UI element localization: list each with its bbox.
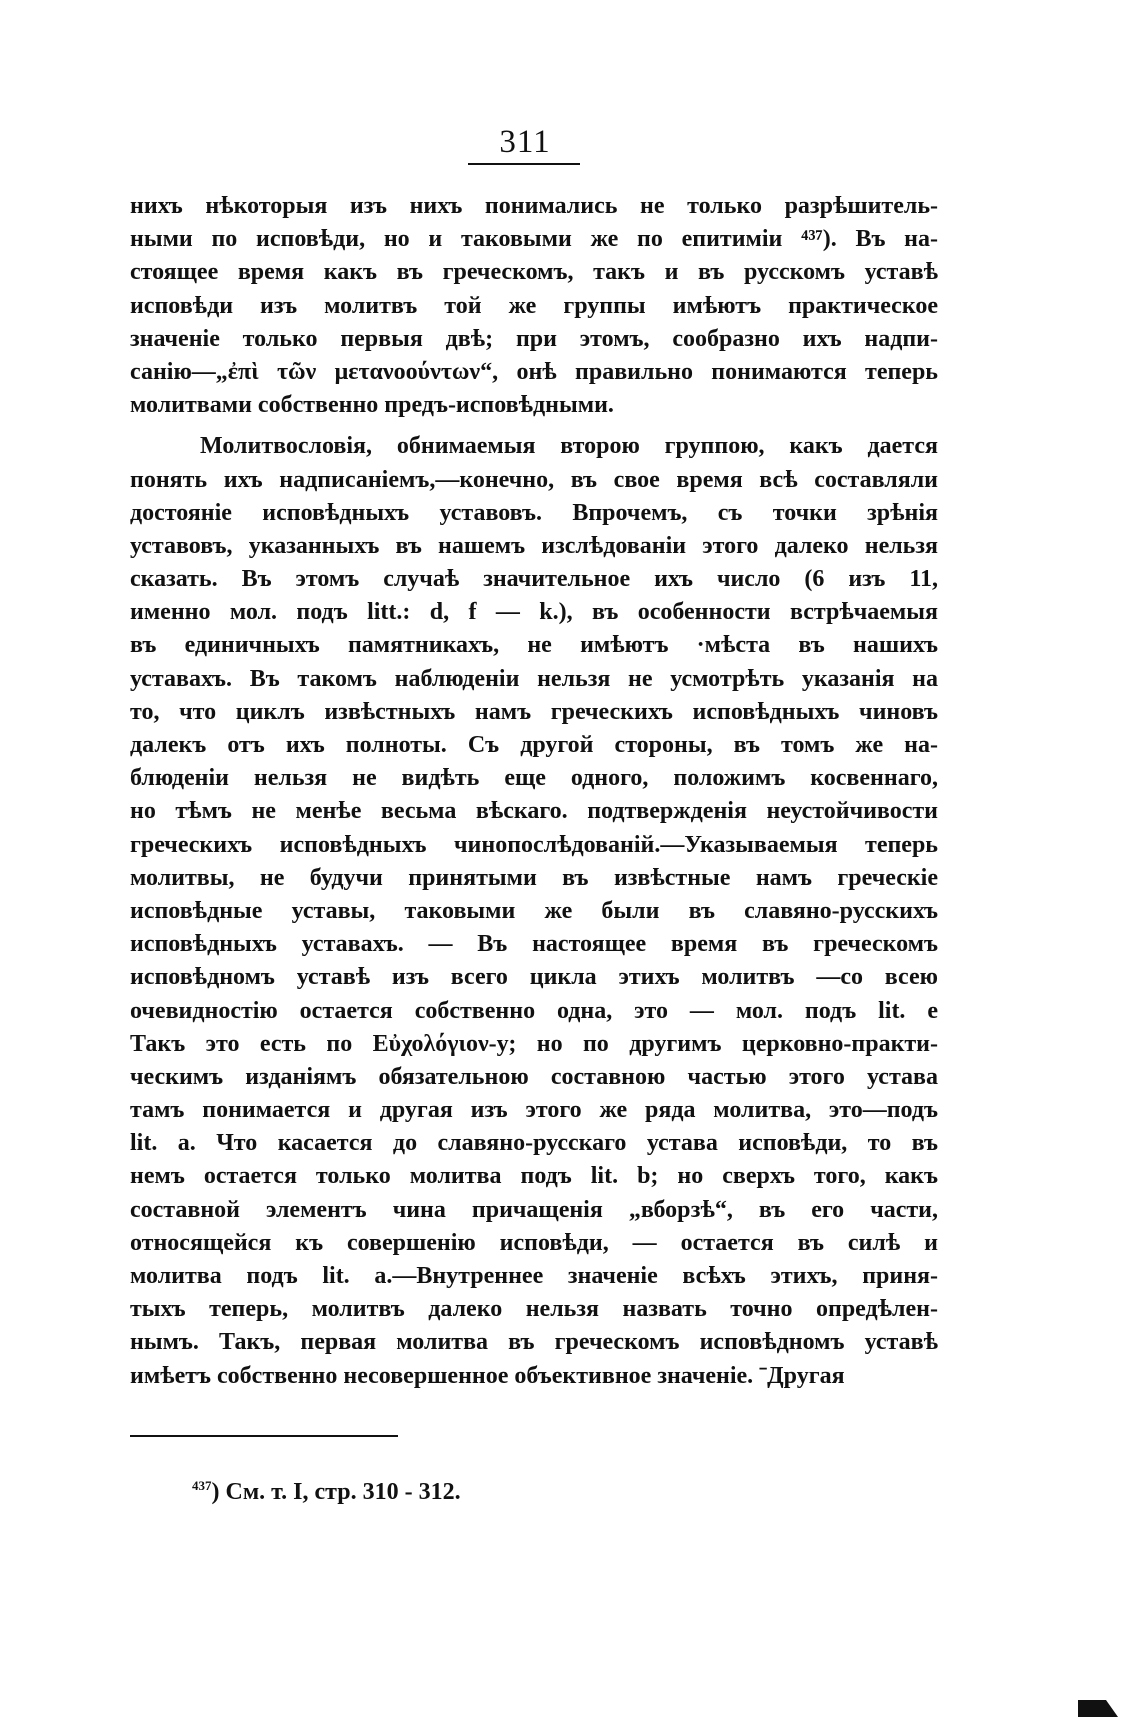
text-line: санію—„ἐπὶ τῶν μετανοούντων“, онѣ правильно понимаются теперь (130, 358, 938, 385)
text-line: исповѣдныхъ уставахъ. — Въ настоящее время въ греческомъ (130, 931, 938, 958)
text-line: уставовъ, указанныхъ въ нашемъ изслѣдованіи этого далеко нельзя (130, 532, 938, 559)
footnote-text: ) См. т. I, стр. 310 - 312. (211, 1479, 461, 1505)
footnote (192, 1471, 461, 1507)
text-line: исповѣди изъ молитвъ той же группы имѣютъ практическое (130, 292, 938, 319)
text-line: далекъ отъ ихъ полноты. Съ другой стороны, въ томъ же на- (130, 732, 938, 758)
text-line: исповѣдные уставы, таковыми же были въ славяно-русскихъ (130, 897, 938, 924)
page-number-rule (468, 163, 580, 165)
text-line: понять ихъ надписаніемъ,—конечно, въ свое время всѣ составляли (130, 466, 938, 493)
text-line: составной элементъ чина причащенія „вборзѣ“, въ его части, (130, 1196, 938, 1223)
text-line: именно мол. подъ litt.: d, f — k.), въ особенности встрѣчаемыя (130, 599, 938, 626)
text-line: молитвы, не будучи принятыми въ извѣстные намъ греческіе (130, 864, 938, 891)
text-line: относящейся къ совершенію исповѣди, — остается въ силѣ и (130, 1229, 938, 1256)
text-line: но тѣмъ не менѣе весьма вѣскаго. подтвержденія неустойчивости (130, 798, 938, 825)
text-line: блюденіи нельзя не видѣть еще одного, положимъ косвеннаго, (130, 765, 938, 792)
text-line: стоящее время какъ въ греческомъ, такъ и въ русскомъ уставѣ (130, 259, 938, 286)
paragraph (130, 190, 938, 422)
text-line: значеніе только первыя двѣ; при этомъ, сообразно ихъ надпи- (130, 325, 938, 352)
text-line: уставахъ. Въ такомъ наблюденіи нельзя не усмотрѣть указанія на (130, 665, 938, 692)
text-line: сказать. Въ этомъ случаѣ значительное ихъ число (6 изъ 11, (130, 566, 938, 593)
text-line: въ единичныхъ памятникахъ, не имѣютъ ·мѣста въ нашихъ (130, 632, 938, 659)
text-line: Молитвословія, обнимаемыя второю группою, какъ дается (200, 433, 938, 460)
text-line: тыхъ теперь, молитвъ далеко нельзя назвать точно опредѣлен- (130, 1296, 938, 1323)
page-corner-mark (1078, 1700, 1118, 1717)
text-line: имѣетъ собственно несовершенное объективное значеніе. ˉДругая (130, 1362, 845, 1389)
text-line: очевидностію остается собственно одна, это — мол. подъ lit. e (130, 997, 938, 1024)
text-line: молитва подъ lit. a.—Внутреннее значеніе всѣхъ этихъ, приня- (130, 1263, 938, 1289)
text-line: немъ остается только молитва подъ lit. b; но сверхъ того, какъ (130, 1163, 938, 1190)
text-line: молитвами собственно предъ-исповѣдными. (130, 392, 614, 419)
text-line: Такъ это есть по Εὐχολόγιον-у; но по другимъ церковно-практи- (130, 1030, 938, 1057)
text-line: нымъ. Такъ, первая молитва въ греческомъ исповѣдномъ уставѣ (130, 1329, 938, 1356)
footnote-marker: 437 (192, 1478, 212, 1493)
footnote-separator (130, 1435, 398, 1437)
text-line: lit. a. Что касается до славяно-русскаго устава исповѣди, то въ (130, 1130, 938, 1157)
text-line: тамъ понимается и другая изъ этого же ряда молитва, это—подъ (130, 1097, 938, 1124)
text-line: ными по исповѣди, но и таковыми же по епитиміи ⁴³⁷). Въ на- (130, 226, 938, 253)
text-line: греческихъ исповѣдныхъ чинопослѣдованій.—Указываемыя теперь (130, 831, 938, 858)
text-line: нихъ нѣкоторыя изъ нихъ понимались не только разрѣшитель- (130, 193, 938, 219)
text-line: то, что циклъ извѣстныхъ намъ греческихъ исповѣдныхъ чиновъ (130, 698, 938, 725)
body-text (130, 190, 938, 1393)
text-line: достояніе исповѣдныхъ уставовъ. Впрочемъ, съ точки зрѣнія (130, 499, 938, 526)
text-line: ческимъ изданіямъ обязательною составною частью этого устава (130, 1063, 938, 1090)
text-line: исповѣдномъ уставѣ изъ всего цикла этихъ молитвъ —со всею (130, 964, 938, 991)
page-number: 311 (499, 124, 551, 160)
paragraph-gap (130, 422, 938, 430)
paragraph (130, 430, 938, 1392)
